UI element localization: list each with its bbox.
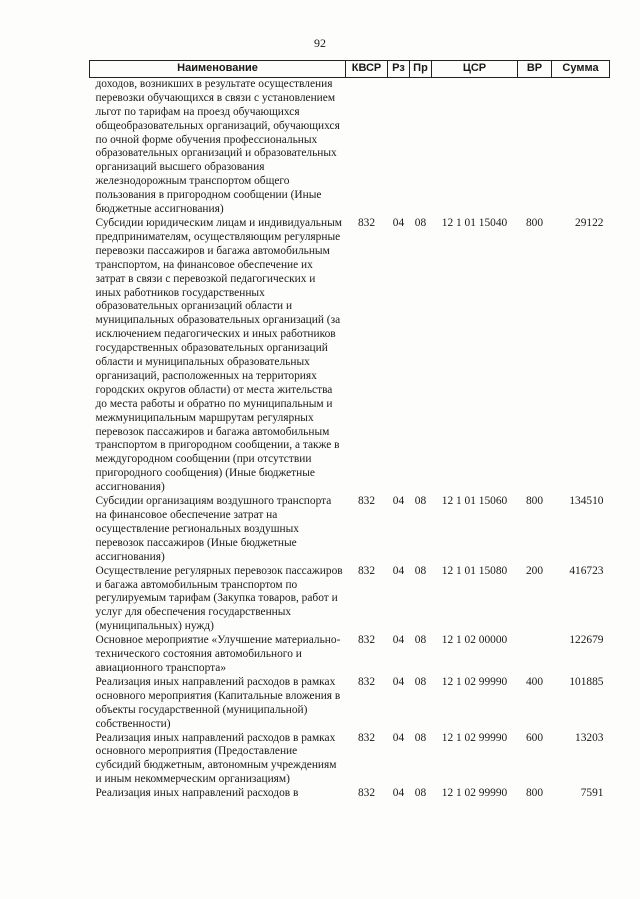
cell-sum: 13203	[575, 731, 604, 744]
cell-kvsr: 832	[357, 216, 376, 229]
cell-sum: 7591	[580, 787, 604, 800]
cell-pr: 08	[414, 564, 427, 577]
table-row	[90, 565, 610, 635]
header-pr: Пр	[410, 61, 432, 78]
cell-name: Реализация иных направлений расходов в рамках основного мероприятия (Предоставление субсидий бюджетным, автономным учреждениям и иным некоммерческим организациям)	[95, 731, 337, 786]
table-row	[90, 732, 610, 788]
cell-pr	[410, 77, 432, 217]
header-csr: ЦСР	[432, 61, 518, 78]
cell-vr: 400	[525, 675, 544, 688]
cell-rz: 04	[392, 787, 405, 800]
cell-pr: 08	[414, 216, 427, 229]
cell-csr	[432, 77, 518, 217]
cell-kvsr	[346, 77, 388, 217]
cell-vr: 800	[525, 216, 544, 229]
cell-pr: 08	[414, 731, 427, 744]
cell-rz: 04	[392, 675, 405, 688]
cell-csr: 12 1 01 15060	[441, 495, 508, 508]
header-rz: Рз	[388, 61, 410, 78]
cell-name: Субсидии юридическим лицам и индивидуальным предпринимателям, осуществляющим регулярные перевозки пассажиров и багажа автомобильным транспортом, на финансовое обеспечение их затрат в связи с перевозкой педагогических и иных работников государственных образовательных организаций области и муниципальных образовательных организаций (за исключением педагогических и иных работников государственных образовательных организаций области и муниципальных образовательных организаций, расположенных на территориях городских округов области) от места жительства до места работы и обратно по муниципальным и межмуниципальным маршрутам регулярных перевозок пассажиров и багажа автомобильным транспортом в пригородном сообщении, а также в междугородном сообщении (при отсутствии пригородного сообщения) (Иные бюджетные ассигнования)	[95, 216, 342, 494]
header-sum: Сумма	[552, 61, 610, 78]
cell-csr: 12 1 02 99990	[441, 675, 508, 688]
cell-vr: 800	[525, 787, 544, 800]
cell-name: Осуществление регулярных перевозок пассажиров и багажа автомобильным транспортом по регулируемым тарифам (Закупка товаров, работ и услуг для обеспечения государственных (муниципальных) нужд)	[95, 564, 343, 633]
page-number: 92	[314, 36, 326, 50]
cell-sum: 134510	[569, 495, 604, 508]
budget-table	[89, 60, 610, 801]
table-row	[90, 634, 610, 676]
table-row	[90, 495, 610, 565]
cell-sum: 122679	[569, 634, 604, 647]
cell-sum: 101885	[569, 675, 604, 688]
cell-pr: 08	[414, 495, 427, 508]
cell-csr: 12 1 02 99990	[441, 787, 508, 800]
cell-sum: 416723	[569, 564, 604, 577]
cell-rz: 04	[392, 495, 405, 508]
cell-vr: 800	[525, 495, 544, 508]
cell-rz: 04	[392, 634, 405, 647]
cell-name: Основное мероприятие «Улучшение материально-технического состояния автомобильного и авиационного транспорта»	[95, 634, 341, 674]
cell-kvsr: 832	[357, 787, 376, 800]
table-row	[90, 787, 610, 801]
cell-vr: 600	[525, 731, 544, 744]
cell-kvsr: 832	[357, 564, 376, 577]
cell-name: Субсидии организациям воздушного транспорта на финансовое обеспечение затрат на осуществление региональных воздушных перевозок пассажиров (Иные бюджетные ассигнования)	[95, 495, 332, 563]
cell-rz	[388, 77, 410, 217]
cell-name: Реализация иных направлений расходов в	[95, 787, 299, 800]
table-header-row	[90, 61, 610, 78]
cell-sum	[552, 77, 610, 217]
cell-name: Реализация иных направлений расходов в рамках основного мероприятия (Капитальные вложения в объекты государственной (муниципальной) собственности)	[95, 675, 341, 730]
table-row	[90, 676, 610, 732]
cell-sum: 29122	[575, 216, 604, 229]
cell-kvsr: 832	[357, 675, 376, 688]
header-vr: ВР	[518, 61, 552, 78]
cell-csr: 12 1 02 00000	[441, 634, 508, 647]
table-row	[90, 77, 610, 217]
cell-kvsr: 832	[357, 731, 376, 744]
cell-vr	[518, 634, 552, 676]
cell-csr: 12 1 01 15040	[441, 216, 508, 229]
cell-rz: 04	[392, 564, 405, 577]
cell-kvsr: 832	[357, 495, 376, 508]
cell-vr	[518, 77, 552, 217]
cell-pr: 08	[414, 675, 427, 688]
cell-rz: 04	[392, 216, 405, 229]
cell-rz: 04	[392, 731, 405, 744]
cell-pr: 08	[414, 787, 427, 800]
cell-csr: 12 1 02 99990	[441, 731, 508, 744]
header-name: Наименование	[90, 61, 346, 78]
cell-name: доходов, возникших в результате осуществления перевозки обучающихся в связи с установлением льгот по тарифам на проезд обучающихся общеобразовательных организаций, обучающихся по очной форме обучения профессиональных образовательных организаций и образовательных организаций высшего образования железнодорожным транспортом общего пользования в пригородном сообщении (Иные бюджетные ассигнования)	[95, 77, 340, 216]
table-row	[90, 217, 610, 495]
cell-csr: 12 1 01 15080	[441, 564, 508, 577]
cell-pr: 08	[414, 634, 427, 647]
header-kvsr: КВСР	[346, 61, 388, 78]
cell-vr: 200	[525, 564, 544, 577]
cell-kvsr: 832	[357, 634, 376, 647]
